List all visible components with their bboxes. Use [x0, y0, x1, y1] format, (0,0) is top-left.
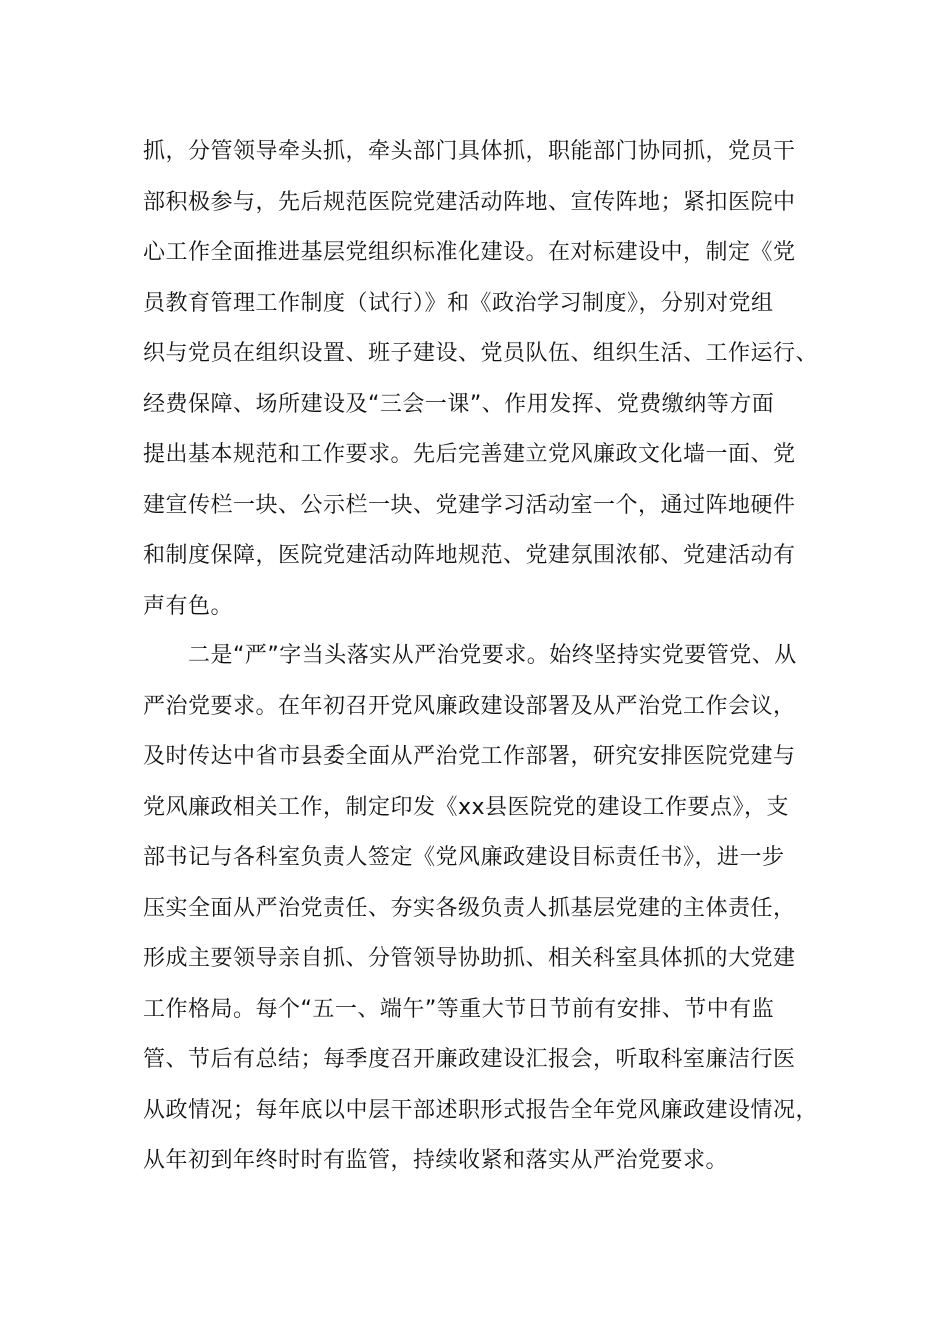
paragraph-line: 从政情况；每年底以中层干部述职形式报告全年党风廉政建设情况，	[143, 1097, 819, 1123]
paragraph-line: 党风廉政相关工作，制定印发《xx县医院党的建设工作要点》，支	[143, 794, 790, 820]
paragraph-line: 和制度保障，医院党建活动阵地规范、党建氛围浓郁、党建活动有	[143, 543, 796, 568]
paragraph-line: 部书记与各科室负责人签定《党风廉政建设目标责任书》，进一步	[143, 845, 785, 870]
paragraph-line: 建宣传栏一块、公示栏一块、党建学习活动室一个，通过阵地硬件	[143, 492, 796, 518]
paragraph-line: 形成主要领导亲自抓、分管领导协助抓、相关科室具体抓的大党建	[143, 946, 796, 971]
paragraph-line: 及时传达中省市县委全面从严治党工作部署，研究安排医院党建与	[143, 744, 796, 769]
paragraph-line: 提出基本规范和工作要求。先后完善建立党风廉政文化墙一面、党	[143, 442, 796, 467]
paragraph-line: 压实全面从严治党责任、夯实各级负责人抓基层党建的主体责任，	[143, 895, 796, 921]
paragraph-line: 经费保障、场所建设及“三会一课”、作用发挥、党费缴纳等方面	[143, 391, 775, 417]
paragraph-line: 从年初到年终时时有监管，持续收紧和落实从严治党要求。	[143, 1148, 729, 1173]
paragraph-line: 严治党要求。在年初召开党风廉政建设部署及从严治党工作会议，	[143, 693, 796, 719]
paragraph-1	[143, 127, 819, 632]
paragraph-line: 织与党员在组织设置、班子建设、党员队伍、组织生活、工作运行、	[143, 341, 819, 366]
paragraph-line: 抓，分管领导牵头抓，牵头部门具体抓，职能部门协同抓，党员干	[143, 139, 796, 164]
paragraph-line: 管、节后有总结；每季度召开廉政建设汇报会，听取科室廉洁行医	[143, 1047, 796, 1072]
paragraph-2	[143, 631, 819, 1187]
paragraph-line: 工作格局。每个“五一、端午”等重大节日节前有安排、节中有监	[143, 996, 775, 1022]
paragraph-line: 二是“严”字当头落实从严治党要求。始终坚持实党要管党、从	[143, 643, 797, 668]
paragraph-line: 员教育管理工作制度（试行）》和《政治学习制度》，分别对党组	[143, 290, 774, 316]
paragraph-line: 心工作全面推进基层党组织标准化建设。在对标建设中，制定《党	[143, 240, 796, 265]
paragraph-line: 部积极参与，先后规范医院党建活动阵地、宣传阵地；紧扣医院中	[143, 189, 796, 215]
paragraph-line: 声有色。	[143, 593, 234, 619]
